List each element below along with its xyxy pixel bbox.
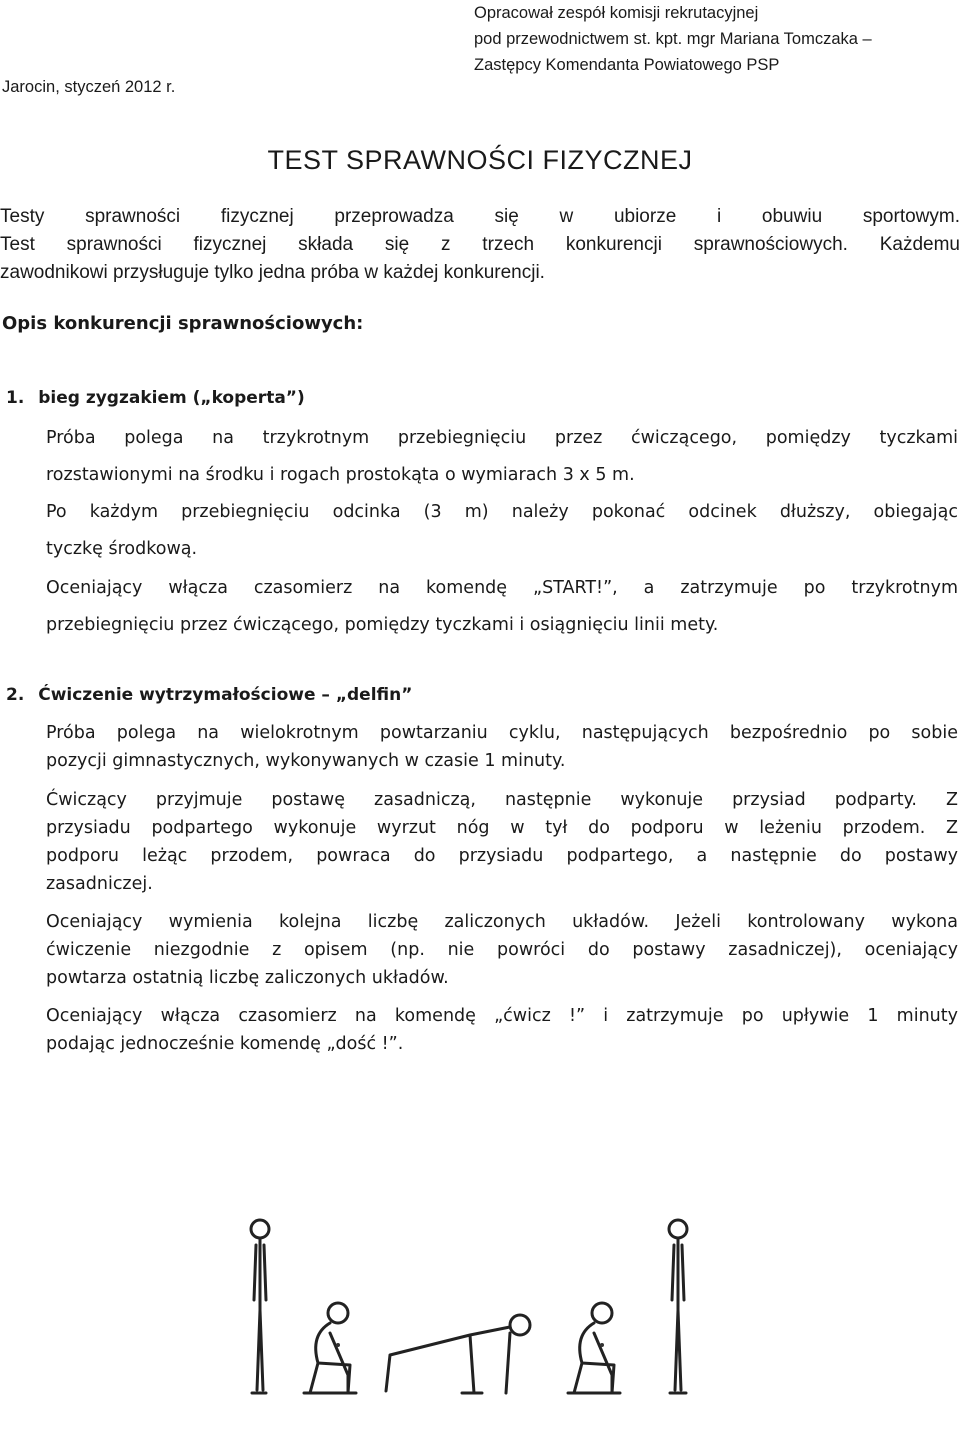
item-heading <box>6 388 305 408</box>
paragraph-line: Oceniający włącza czasomierz na komendę „START!”, a zatrzymuje po trzykrotnym <box>46 578 958 598</box>
paragraph-line: Po każdym przebiegnięciu odcinka (3 m) należy pokonać odcinek dłuższy, obiegając <box>46 502 958 522</box>
paragraph-line: Ćwiczący przyjmuje postawę zasadniczą, następnie wykonuje przysiad podparty. Z <box>46 790 958 810</box>
paragraph-line: podporu leżąc przodem, powraca do przysiadu podpartego, a następnie do postawy <box>46 846 958 866</box>
author-line: Opracował zespół komisji rekrutacyjnej <box>474 4 759 22</box>
paragraph-line: powtarza ostatnią liczbę zaliczonych układów. <box>46 968 449 988</box>
item-paragraph <box>46 908 958 992</box>
intro-line: Testy sprawności fizycznej przeprowadza się w ubiorze i obuwiu sportowym. <box>0 206 960 227</box>
author-block <box>474 0 872 78</box>
paragraph-line: przysiadu podpartego wykonuje wyrzut nóg w tył do podporu w leżeniu przodem. Z <box>46 818 958 838</box>
page-title: TEST SPRAWNOŚCI FIZYCZNEJ <box>267 145 693 175</box>
intro-line: Test sprawności fizycznej składa się z trzech konkurencji sprawnościowych. Każdemu <box>0 234 960 255</box>
item-paragraph <box>46 1002 958 1058</box>
place-date: Jarocin, styczeń 2012 r. <box>2 78 176 96</box>
paragraph-line: Próba polega na trzykrotnym przebiegnięciu przez ćwiczącego, pomiędzy tyczkami <box>46 428 958 448</box>
paragraph-line: zasadniczej. <box>46 874 153 894</box>
standing-figure-icon <box>251 1220 269 1393</box>
item-number: 2. <box>6 685 25 705</box>
intro-line: zawodnikowi przysługuje tylko jedna próba w każdej konkurencji. <box>0 262 545 283</box>
paragraph-line: ćwiczenie niezgodnie z opisem (np. nie powróci do postawy zasadniczej), oceniający <box>46 940 958 960</box>
paragraph-line: Oceniający wymienia kolejna liczbę zaliczonych układów. Jeżeli kontrolowany wykona <box>46 912 958 932</box>
paragraph-line: rozstawionymi na środku i rogach prostokąta o wymiarach 3 x 5 m. <box>46 465 635 485</box>
standing-figure-icon <box>669 1220 687 1393</box>
plank-figure-icon <box>386 1315 530 1393</box>
item-paragraph <box>46 786 958 898</box>
item-number: 1. <box>6 388 25 408</box>
paragraph-line: pozycji gimnastycznych, wykonywanych w czasie 1 minuty. <box>46 751 566 771</box>
squat-figure-icon <box>568 1303 620 1393</box>
section-heading: Opis konkurencji sprawnościowych: <box>2 313 364 334</box>
item-paragraph <box>46 420 958 494</box>
paragraph-line: tyczkę środkową. <box>46 539 198 559</box>
author-line: Zastępcy Komendanta Powiatowego PSP <box>474 56 780 74</box>
item-paragraph <box>46 719 958 775</box>
item-title: Ćwiczenie wytrzymałościowe – „delfin” <box>38 685 413 705</box>
intro-paragraph <box>0 203 960 287</box>
paragraph-line: podając jednocześnie komendę „dość !”. <box>46 1034 404 1054</box>
paragraph-line: Próba polega na wielokrotnym powtarzaniu cyklu, następujących bezpośrednio po sobie <box>46 723 958 743</box>
item-paragraph <box>46 494 958 568</box>
item-paragraph <box>46 570 958 644</box>
squat-figure-icon <box>304 1303 356 1393</box>
item-heading <box>6 685 412 705</box>
exercise-illustration <box>230 1215 950 1415</box>
paragraph-line: przebiegnięciu przez ćwiczącego, pomiędzy tyczkami i osiągnięciu linii mety. <box>46 615 719 635</box>
item-title: bieg zygzakiem („koperta”) <box>38 388 305 408</box>
author-line: pod przewodnictwem st. kpt. mgr Mariana Tomczaka – <box>474 30 872 48</box>
paragraph-line: Oceniający włącza czasomierz na komendę „ćwicz !” i zatrzymuje po upływie 1 minuty <box>46 1006 958 1026</box>
